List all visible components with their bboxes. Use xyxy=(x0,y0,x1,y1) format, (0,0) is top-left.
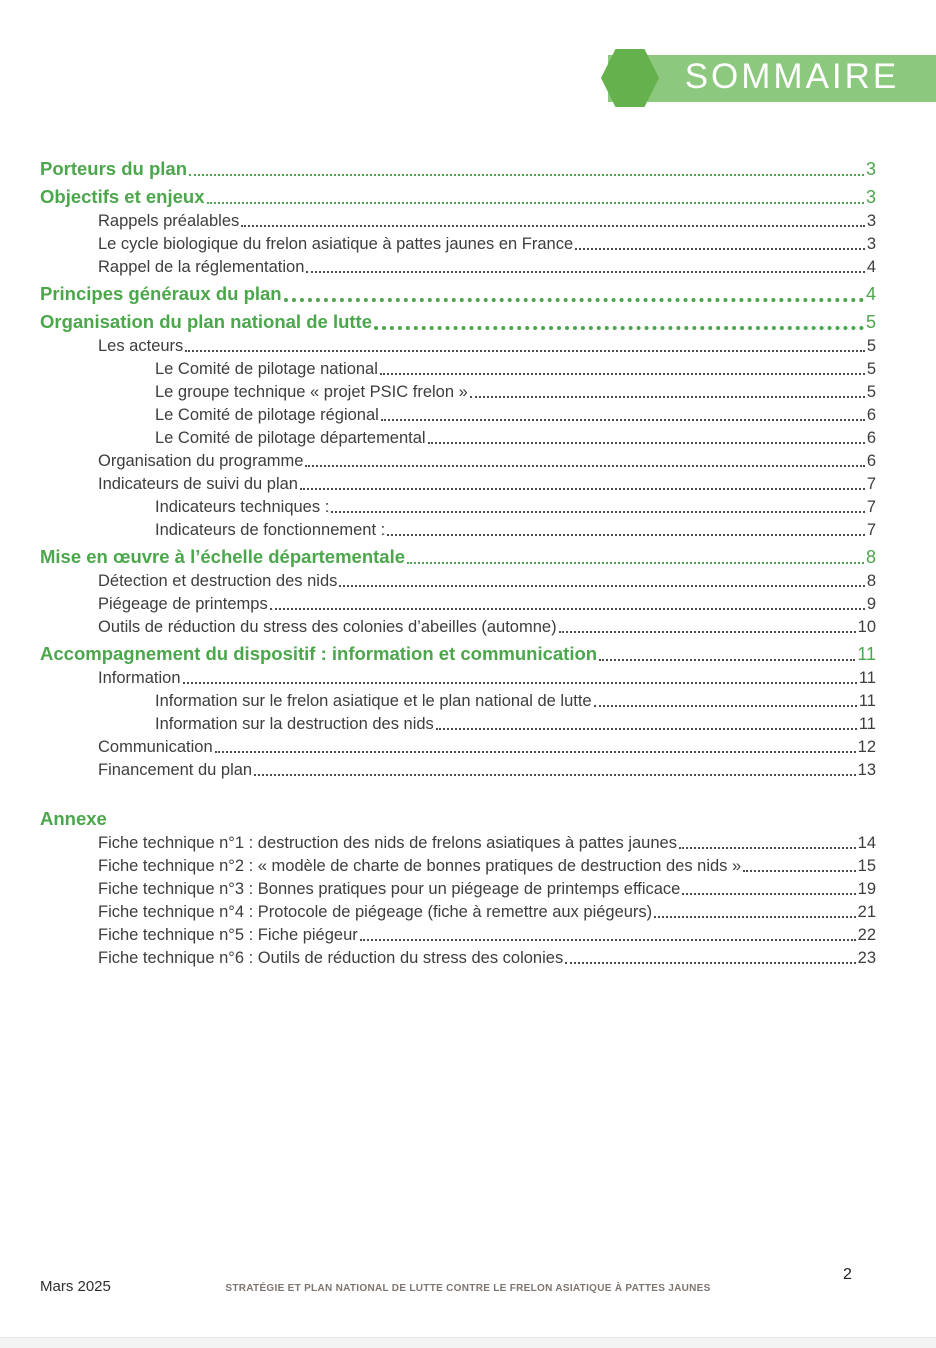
toc-page-number: 12 xyxy=(857,738,876,756)
dotted-leader xyxy=(654,916,855,918)
dotted-leader xyxy=(559,631,856,633)
toc-entry-label: Objectifs et enjeux xyxy=(40,186,205,207)
toc-page-number: 23 xyxy=(857,949,876,967)
dotted-leader xyxy=(743,870,855,872)
footer-date: Mars 2025 xyxy=(40,1278,111,1295)
toc-entry[interactable] xyxy=(40,830,876,853)
toc-page-number: 11 xyxy=(857,644,876,664)
dotted-leader xyxy=(331,511,865,513)
toc-entry[interactable] xyxy=(40,641,876,665)
toc-entry-label: Les acteurs xyxy=(98,337,184,355)
dotted-leader xyxy=(428,442,865,444)
toc-entry-label: Communication xyxy=(98,738,213,756)
toc-entry[interactable] xyxy=(40,494,876,517)
toc-entry[interactable] xyxy=(40,379,876,402)
toc-page-number: 7 xyxy=(866,475,876,493)
dotted-leader xyxy=(470,396,865,398)
dotted-leader xyxy=(381,419,865,421)
toc-entry-label: Accompagnement du dispositif : information et communication xyxy=(40,643,598,664)
toc-page-number: 14 xyxy=(857,834,876,852)
dotted-leader xyxy=(380,373,865,375)
toc-page-number: 7 xyxy=(866,521,876,539)
toc-entry-label: Indicateurs techniques : xyxy=(155,498,330,516)
toc-entry[interactable] xyxy=(40,208,876,231)
toc-entry-label: Indicateurs de fonctionnement : xyxy=(155,521,386,539)
toc-entry[interactable] xyxy=(40,333,876,356)
toc-page-number: 7 xyxy=(866,498,876,516)
toc-entry-label: Fiche technique n°4 : Protocole de piégeage (fiche à remettre aux piégeurs) xyxy=(98,903,653,921)
toc-page-number: 10 xyxy=(857,618,876,636)
dotted-leader xyxy=(679,847,856,849)
dotted-leader xyxy=(270,608,865,610)
toc-entry-label: Principes généraux du plan xyxy=(40,283,282,304)
toc-page-number: 6 xyxy=(866,429,876,447)
dotted-leader xyxy=(407,562,864,564)
footer-page-number: 2 xyxy=(843,1266,852,1283)
toc-page-number: 3 xyxy=(866,212,876,230)
toc-main-list xyxy=(40,156,876,780)
toc-entry[interactable] xyxy=(40,665,876,688)
toc-entry-label: Le groupe technique « projet PSIC frelon » xyxy=(155,383,468,401)
toc-page-number: 11 xyxy=(858,669,876,687)
toc-entry-label: Organisation du plan national de lutte xyxy=(40,311,372,332)
toc-entry[interactable] xyxy=(40,184,876,208)
toc-page-number: 21 xyxy=(857,903,876,921)
toc-entry[interactable] xyxy=(40,876,876,899)
toc-entry[interactable] xyxy=(40,425,876,448)
toc-annexe-list xyxy=(40,830,876,968)
footer-document-title: STRATÉGIE ET PLAN NATIONAL DE LUTTE CONTRE LE FRELON ASIATIQUE À PATTES JAUNES xyxy=(225,1283,711,1294)
dotted-leader xyxy=(254,774,856,776)
toc-entry-label: Fiche technique n°3 : Bonnes pratiques pour un piégeage de printemps efficace xyxy=(98,880,681,898)
toc-entry-label: Porteurs du plan xyxy=(40,158,187,179)
dotted-leader xyxy=(215,751,856,753)
toc-entry-label: Fiche technique n°5 : Fiche piégeur xyxy=(98,926,358,944)
dotted-leader xyxy=(339,585,864,587)
dotted-leader xyxy=(305,465,864,467)
dotted-leader xyxy=(284,298,864,302)
toc-page-number: 5 xyxy=(866,383,876,401)
toc-entry[interactable] xyxy=(40,899,876,922)
toc-entry-label: Fiche technique n°2 : « modèle de charte de bonnes pratiques de destruction des nids » xyxy=(98,857,742,875)
toc-page-number: 8 xyxy=(866,572,876,590)
toc-entry-label: Le cycle biologique du frelon asiatique à pattes jaunes en France xyxy=(98,235,574,253)
dotted-leader xyxy=(387,534,865,536)
toc-entry-label: Fiche technique n°6 : Outils de réduction du stress des colonies xyxy=(98,949,564,967)
toc-page-number: 6 xyxy=(866,406,876,424)
toc-entry[interactable] xyxy=(40,688,876,711)
toc-page-number: 22 xyxy=(857,926,876,944)
toc-entry[interactable] xyxy=(40,591,876,614)
toc-entry-label: Piégeage de printemps xyxy=(98,595,268,613)
toc-entry-label: Information xyxy=(98,669,181,687)
toc-entry-label: Le Comité de pilotage national xyxy=(155,360,378,378)
toc-entry[interactable] xyxy=(40,448,876,471)
toc-entry-label: Le Comité de pilotage régional xyxy=(155,406,379,424)
toc-entry[interactable] xyxy=(40,231,876,254)
annexe-heading: Annexe xyxy=(40,808,107,829)
toc-page-number: 9 xyxy=(866,595,876,613)
dotted-leader xyxy=(575,248,865,250)
toc-entry[interactable] xyxy=(40,254,876,277)
dotted-leader xyxy=(189,174,864,176)
toc-entry-label: Information sur le frelon asiatique et le plan national de lutte xyxy=(155,692,592,710)
table-of-contents xyxy=(40,152,876,968)
dotted-leader xyxy=(682,893,855,895)
dotted-leader xyxy=(241,225,865,227)
toc-page-number: 3 xyxy=(866,235,876,253)
dotted-leader xyxy=(599,659,855,661)
dotted-leader xyxy=(300,488,865,490)
toc-page-number: 5 xyxy=(866,360,876,378)
toc-entry-label: Indicateurs de suivi du plan xyxy=(98,475,298,493)
dotted-leader xyxy=(436,728,857,730)
toc-page-number: 5 xyxy=(865,312,876,332)
toc-page-number: 8 xyxy=(865,547,876,567)
toc-entry-label: Organisation du programme xyxy=(98,452,304,470)
toc-page-number: 4 xyxy=(866,258,876,276)
toc-entry-label: Rappels préalables xyxy=(98,212,240,230)
toc-entry-label: Financement du plan xyxy=(98,761,253,779)
dotted-leader xyxy=(374,326,864,330)
toc-page-number: 3 xyxy=(865,159,876,179)
toc-entry[interactable] xyxy=(40,853,876,876)
toc-entry[interactable] xyxy=(40,544,876,568)
toc-entry-label: Fiche technique n°1 : destruction des nids de frelons asiatiques à pattes jaunes xyxy=(98,834,677,852)
toc-page-number: 13 xyxy=(857,761,876,779)
page-title: SOMMAIRE xyxy=(684,57,900,96)
dotted-leader xyxy=(565,962,855,964)
toc-entry[interactable] xyxy=(40,517,876,540)
toc-entry[interactable] xyxy=(40,471,876,494)
toc-entry-label: Information sur la destruction des nids xyxy=(155,715,434,733)
toc-page-number: 6 xyxy=(866,452,876,470)
toc-page-number: 19 xyxy=(857,880,876,898)
dotted-leader xyxy=(185,350,865,352)
toc-entry[interactable] xyxy=(40,711,876,734)
toc-entry-label: Rappel de la réglementation xyxy=(98,258,305,276)
toc-entry[interactable] xyxy=(40,945,876,968)
toc-entry[interactable] xyxy=(40,156,876,180)
toc-entry[interactable] xyxy=(40,356,876,379)
toc-page-number: 11 xyxy=(858,692,876,710)
toc-entry-label: Mise en œuvre à l’échelle départementale xyxy=(40,546,406,567)
toc-entry[interactable] xyxy=(40,922,876,945)
toc-entry-label: Le Comité de pilotage départemental xyxy=(155,429,426,447)
toc-entry[interactable] xyxy=(40,568,876,591)
dotted-leader xyxy=(183,682,857,684)
toc-page-number: 11 xyxy=(858,715,876,733)
viewer-bottom-edge xyxy=(0,1337,936,1348)
toc-entry[interactable] xyxy=(40,614,876,637)
toc-page-number: 4 xyxy=(865,284,876,304)
toc-entry-label: Outils de réduction du stress des colonies d’abeilles (automne) xyxy=(98,618,557,636)
toc-page-number: 15 xyxy=(857,857,876,875)
toc-entry[interactable] xyxy=(40,757,876,780)
toc-entry-label: Détection et destruction des nids xyxy=(98,572,338,590)
toc-page-number: 3 xyxy=(865,187,876,207)
dotted-leader xyxy=(207,202,864,204)
dotted-leader xyxy=(360,939,856,941)
toc-page-number: 5 xyxy=(866,337,876,355)
toc-entry[interactable] xyxy=(40,734,876,757)
dotted-leader xyxy=(306,271,864,273)
toc-entry[interactable] xyxy=(40,281,876,305)
dotted-leader xyxy=(594,705,857,707)
toc-entry[interactable] xyxy=(40,402,876,425)
toc-entry[interactable] xyxy=(40,309,876,333)
